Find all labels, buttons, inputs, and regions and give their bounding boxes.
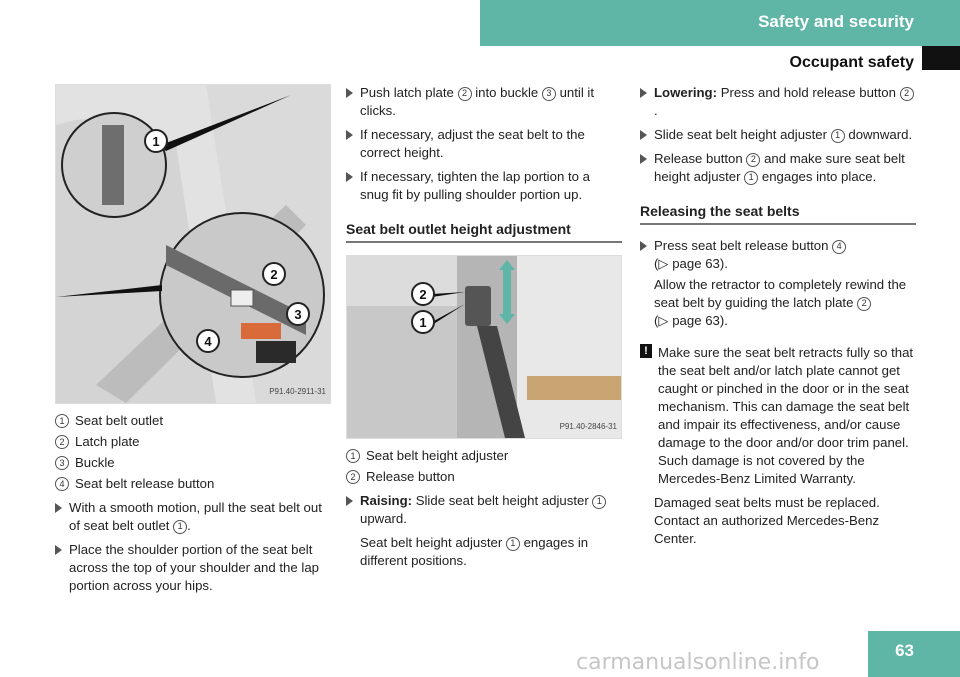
photo-code: P91.40-2911-31 <box>269 387 326 396</box>
height-adjuster-photo <box>346 255 622 439</box>
instruction-step: Release button 2 and make sure seat belt height adjuster 1 engages into place. <box>640 150 916 186</box>
legend-item: 1 Seat belt outlet <box>55 412 331 430</box>
legend-item: 3 Buckle <box>55 454 331 472</box>
seat-belt-photo <box>55 84 331 404</box>
instruction-step: Lowering: Press and hold release button 2. <box>640 84 916 120</box>
column-2 <box>346 84 622 570</box>
step-arrow-icon <box>640 237 648 273</box>
legend-item: 1 Seat belt height adjuster <box>346 447 622 465</box>
seat-belt-illustration <box>56 85 330 403</box>
instruction-step: Slide seat belt height adjuster 1 downward. <box>640 126 916 144</box>
step-arrow-icon <box>346 126 354 162</box>
corner-block <box>922 46 960 70</box>
height-adjuster-illustration <box>347 256 621 438</box>
step-arrow-icon <box>346 492 354 528</box>
legend-list <box>346 447 622 486</box>
instruction-step: If necessary, tighten the lap portion to a snug fit by pulling shoulder portion up. <box>346 168 622 204</box>
instruction-step: Place the shoulder portion of the seat belt across the top of your shoulder and the lap portion across your hips. <box>55 541 331 595</box>
svg-text:4: 4 <box>204 334 212 349</box>
watermark: carmanualsonline.info <box>576 650 820 675</box>
legend-item: 2 Release button <box>346 468 622 486</box>
legend-item: 4 Seat belt release button <box>55 475 331 493</box>
step-arrow-icon <box>640 150 648 186</box>
svg-text:1: 1 <box>419 315 427 330</box>
column-3 <box>640 84 916 548</box>
section-heading: Releasing the seat belts <box>640 202 916 225</box>
warning-icon: ! <box>640 344 652 358</box>
page-subtitle: Occupant safety <box>789 54 914 71</box>
header-bar <box>480 0 960 46</box>
section-heading: Seat belt outlet height adjustment <box>346 220 622 243</box>
step-arrow-icon <box>346 84 354 120</box>
instruction-step: Raising: Slide seat belt height adjuster 1 upward. <box>346 492 622 528</box>
instruction-step: Push latch plate 2 into buckle 3 until it clicks. <box>346 84 622 120</box>
svg-text:3: 3 <box>294 307 302 322</box>
section-title: Safety and security <box>758 12 914 31</box>
page-number: 63 <box>868 631 960 677</box>
legend-item: 2 Latch plate <box>55 433 331 451</box>
photo-code: P91.40-2846-31 <box>559 422 617 431</box>
paragraph: Seat belt height adjuster 1 engages in different positions. <box>360 535 589 568</box>
svg-text:2: 2 <box>270 267 278 282</box>
instruction-step: With a smooth motion, pull the seat belt out of seat belt outlet 1 . <box>55 499 331 535</box>
svg-text:1: 1 <box>152 134 160 149</box>
step-arrow-icon <box>640 84 648 120</box>
paragraph: Damaged seat belts must be replaced. Contact an authorized Mercedes-Benz Center. <box>654 495 880 546</box>
step-arrow-icon <box>55 499 63 535</box>
instruction-step: Press seat belt release button 4 (▷ page 63). <box>640 237 916 273</box>
warning-note: ! Make sure the seat belt retracts fully so that the seat belt and/or latch plate cannot get caught or pinched in the door or in the seat mechanism. This can damage the seat belt and impair its effectiveness, and/or cause damage to the door and/or door trim panel. Such damage is not covered by the Mercedes-Benz Limited Warranty. <box>640 344 916 488</box>
svg-text:2: 2 <box>419 287 427 302</box>
column-1 <box>55 84 331 595</box>
step-arrow-icon <box>55 541 63 595</box>
paragraph: Allow the retractor to completely rewind the seat belt by guiding the latch plate 2 (▷ page 63). <box>654 277 907 328</box>
legend-list <box>55 412 331 493</box>
instruction-step: If necessary, adjust the seat belt to the correct height. <box>346 126 622 162</box>
step-arrow-icon <box>346 168 354 204</box>
step-arrow-icon <box>640 126 648 144</box>
